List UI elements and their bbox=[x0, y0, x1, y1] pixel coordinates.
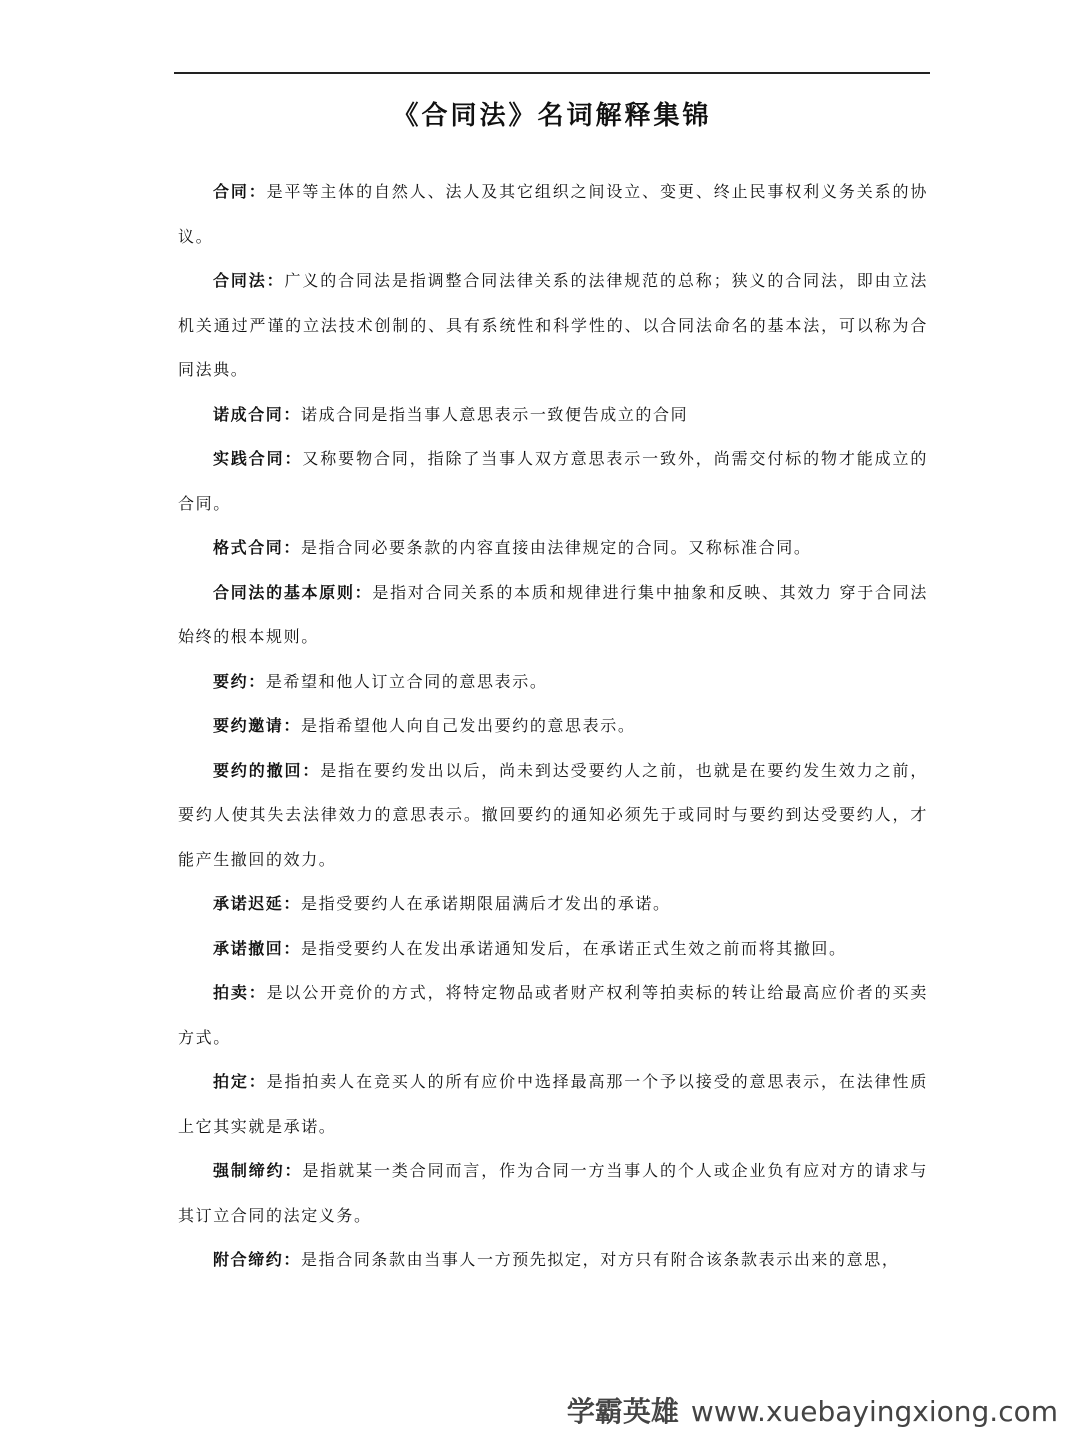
entry-term: 合同法： bbox=[213, 271, 285, 290]
glossary-entry bbox=[178, 259, 928, 393]
entry-definition: 是指受要约人在承诺期限届满后才发出的承诺。 bbox=[301, 894, 671, 913]
entry-term: 实践合同： bbox=[213, 449, 303, 468]
entry-term: 附合缔约： bbox=[213, 1250, 302, 1269]
glossary-entry bbox=[178, 1149, 928, 1238]
entry-definition: 广义的合同法是指调整合同法律关系的法律规范的总称；狭义的合同法，即由立法机关通过严谨的立法技术创制的、具有系统性和科学性的、以合同法命名的基本法，可以称为合同法典。 bbox=[178, 271, 928, 379]
entry-term: 合同： bbox=[213, 182, 267, 201]
glossary-entry bbox=[178, 526, 928, 571]
entry-definition: 是平等主体的自然人、法人及其它组织之间设立、变更、终止民事权利义务关系的协议。 bbox=[178, 182, 928, 246]
glossary-entry bbox=[178, 704, 928, 749]
entry-definition: 是指拍卖人在竞买人的所有应价中选择最高那一个予以接受的意思表示，在法律性质上它其实就是承诺。 bbox=[178, 1072, 928, 1136]
brand-name: 学霸英雄 bbox=[566, 1395, 679, 1428]
footer-watermark bbox=[567, 1390, 1058, 1430]
entry-definition: 是指合同必要条款的内容直接由法律规定的合同。又称标准合同。 bbox=[301, 538, 812, 557]
entry-term: 要约的撤回： bbox=[213, 760, 321, 780]
entry-definition: 是指在要约发出以后，尚未到达受要约人之前，也就是在要约发生效力之前，要约人使其失去法律效力的意思表示。撤回要约的通知必须先于或同时与要约到达受要约人，才能产生撤回的效力。 bbox=[178, 760, 928, 869]
glossary-entry bbox=[178, 882, 928, 927]
entry-term: 承诺迟延： bbox=[213, 894, 302, 913]
glossary-entry bbox=[178, 971, 928, 1060]
entry-term: 诺成合同： bbox=[213, 404, 302, 424]
glossary-entry bbox=[178, 1060, 928, 1149]
glossary-entry bbox=[178, 1238, 928, 1283]
entry-term: 承诺撤回： bbox=[213, 938, 302, 958]
entry-definition: 是指受要约人在发出承诺通知发后，在承诺正式生效之前而将其撤回。 bbox=[301, 938, 847, 958]
entry-term: 格式合同： bbox=[213, 538, 302, 557]
entry-definition: 又称要物合同，指除了当事人双方意思表示一致外，尚需交付标的物才能成立的合同。 bbox=[178, 449, 928, 513]
entry-term: 要约： bbox=[213, 671, 266, 691]
glossary-body bbox=[178, 170, 928, 1283]
glossary-entry bbox=[178, 571, 928, 660]
entry-term: 强制缔约： bbox=[213, 1161, 303, 1180]
header-rule bbox=[174, 72, 930, 74]
glossary-entry bbox=[178, 927, 928, 972]
entry-definition: 是指就某一类合同而言，作为合同一方当事人的个人或企业负有应对方的请求与其订立合同的法定义务。 bbox=[178, 1161, 928, 1225]
entry-term: 合同法的基本原则： bbox=[213, 582, 373, 602]
entry-definition: 是以公开竞价的方式，将特定物品或者财产权利等拍卖标的转让给最高应价者的买卖方式。 bbox=[178, 983, 928, 1047]
page-title: 《合同法》名词解释集锦 bbox=[392, 101, 712, 131]
entry-term: 要约邀请： bbox=[213, 716, 302, 735]
glossary-entry bbox=[178, 660, 928, 705]
entry-definition: 是指对合同关系的本质和规律进行集中抽象和反映、其效力 穿于合同法始终的根本规则。 bbox=[178, 582, 928, 646]
glossary-entry bbox=[178, 437, 928, 526]
entry-definition: 是指希望他人向自己发出要约的意思表示。 bbox=[301, 716, 636, 735]
entry-definition: 诺成合同是指当事人意思表示一致便告成立的合同 bbox=[301, 404, 689, 424]
entry-definition: 是希望和他人订立合同的意思表示。 bbox=[265, 671, 548, 691]
glossary-entry bbox=[178, 170, 928, 259]
glossary-entry bbox=[178, 749, 928, 883]
entry-definition: 是指合同条款由当事人一方预先拟定，对方只有附合该条款表示出来的意思， bbox=[301, 1250, 900, 1269]
glossary-entry bbox=[178, 393, 928, 438]
brand-url[interactable]: www.xuebayingxiong.com bbox=[690, 1395, 1058, 1428]
entry-term: 拍定： bbox=[213, 1072, 267, 1091]
entry-term: 拍卖： bbox=[213, 983, 267, 1002]
